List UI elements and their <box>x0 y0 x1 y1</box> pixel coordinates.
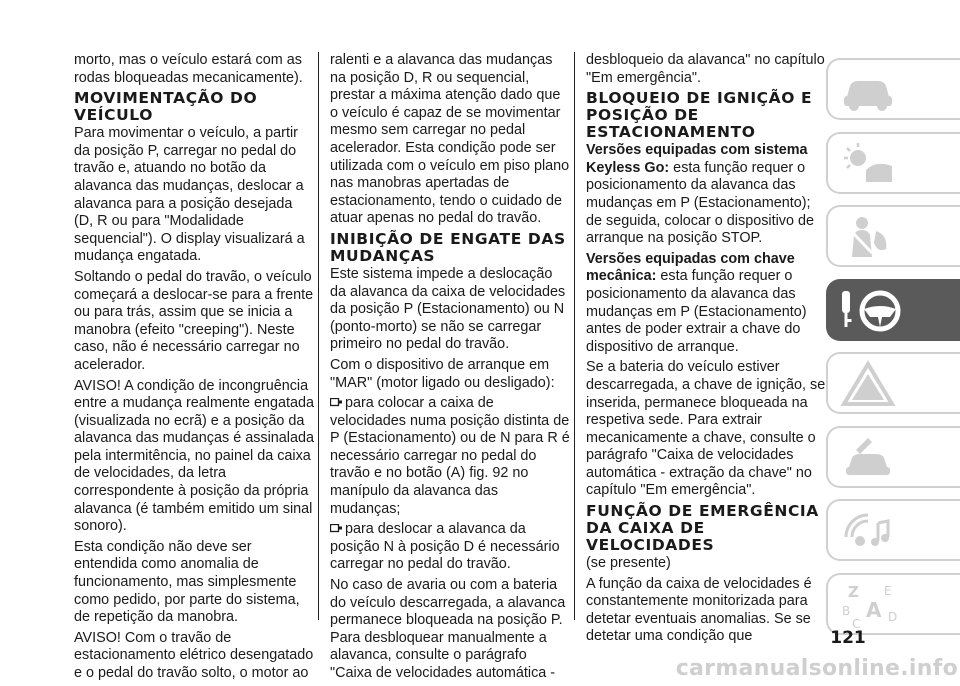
bullet-text: para colocar a caixa de velocidades numa posição distinta de P (Estacionamento) ou de N para R é necessário carregar no pedal do travão e no botão (A) fig. 92 no manípulo da alavanca das mudanças; <box>330 395 570 517</box>
paragraph: A função da caixa de velocidades é constantemente monitorizada para detetar eventuais anomalias. Se se detetar uma condição que <box>586 575 812 645</box>
paragraph <box>586 142 826 248</box>
section-heading-inibicao: INIBIÇÃO DE ENGATE DAS MUDANÇAS <box>330 229 566 265</box>
tab-safety[interactable] <box>826 205 960 267</box>
tab-dashboard[interactable] <box>826 132 960 194</box>
bold-label: Versões equipadas com sistema Keyless Go: <box>586 142 808 176</box>
paragraph: Se a bateria do veículo estiver descarregada, a chave de ignição, se inserida, permanece bloqueada na respetiva sede. Para extrair mecanicamente a chave, consulte o parágrafo "Caixa de velocidades automática - extração da chave" no capítulo "Em emergência". <box>586 359 826 499</box>
text-column-3 <box>586 52 826 649</box>
key-steering-wheel-icon <box>838 287 908 337</box>
section-heading-funcao: FUNÇÃO DE EMERGÊNCIA DA CAIXA DE VELOCIDADES <box>586 502 819 555</box>
tab-multimedia[interactable] <box>826 499 960 561</box>
index-letter: E <box>884 583 892 598</box>
page-number: 121 <box>830 628 866 648</box>
index-letter: D <box>888 609 898 624</box>
square-bullet-icon <box>330 398 342 407</box>
paragraph: Esta condição não deve ser entendida como anomalia de funcionamento, mas simplesmente como pedido, por parte do sistema, de repetição da manobra. <box>74 538 300 626</box>
tab-index[interactable] <box>826 573 960 635</box>
paragraph: Para movimentar o veículo, a partir da posição P, carregar no pedal do travão e, atuando no botão da alavanca das mudanças, deslocar a alavanca para a posição desejada (D, R ou para "Modalidade sequencial"). O display visualizará a mudança engatada. <box>74 125 305 265</box>
tab-car[interactable] <box>826 58 960 120</box>
multimedia-icon <box>838 507 898 555</box>
section-heading-bloqueio: BLOQUEIO DE IGNIÇÃO E POSIÇÃO DE ESTACIONAMENTO <box>586 89 813 142</box>
tab-starting-driving[interactable] <box>826 279 960 341</box>
index-letter: A <box>866 597 882 622</box>
wrench-car-icon <box>838 434 898 482</box>
paragraph-text: esta função requer o posicionamento da alavanca das mudanças em P (Estacionamento); de seguida, colocar o dispositivo de arranque na posição STOP. <box>586 159 814 247</box>
paragraph: desbloqueio da alavanca" no capítulo "Em emergência". <box>586 52 825 86</box>
warning-triangle-icon <box>838 360 898 408</box>
column-divider <box>574 52 575 620</box>
index-letter: C <box>852 616 861 631</box>
paragraph <box>586 251 826 357</box>
paragraph: AVISO! A condição de incongruência entre a mudança realmente engatada (visualizada no ecrã) e a posição da alavanca das mudanças é assinalada pela intermitência, no painel da caixa de velocidades, da letra correspondente à posição da própria alavanca (é também emitido um sinal sonoro). <box>74 377 315 535</box>
text-column-1 <box>74 52 314 686</box>
bold-label: Versões equipadas com chave mecânica: <box>586 250 795 285</box>
text-column-2 <box>330 52 570 686</box>
index-letter: Z <box>848 582 859 601</box>
square-bullet-icon <box>330 524 342 533</box>
index-letter: B <box>842 603 851 618</box>
paragraph: morto, mas o veículo estará com as rodas bloqueadas mecanicamente). <box>74 52 303 86</box>
bullet-item <box>330 521 570 574</box>
paragraph: Soltando o pedal do travão, o veículo começará a deslocar-se para a frente ou para trás, assim que se inicia a manobra (efeito "creeping"). Neste caso, não é necessário carregar no acelerador. <box>74 268 314 373</box>
paragraph: No caso de avaria ou com a bateria do veículo descarregada, a alavanca permanece bloqueada na posição P. Para desbloquear manualmente a alavanca, consulte o parágrafo "Caixa de velocidades automática - <box>330 577 566 681</box>
car-icon <box>838 66 898 114</box>
watermark[interactable]: carmanualsonline.info <box>675 656 958 681</box>
column-divider <box>318 52 319 620</box>
paragraph: Este sistema impede a deslocação da alavanca da caixa de velocidades da posição P (Estacionamento) ou N (ponto-morto) se não se carregar primeiro no pedal do travão. <box>330 265 566 353</box>
dashboard-lights-icon <box>838 140 898 188</box>
tab-emergency[interactable] <box>826 352 960 414</box>
tab-maintenance[interactable] <box>826 426 960 488</box>
seatbelt-airbag-icon <box>838 213 898 261</box>
paragraph: (se presente) <box>586 555 671 572</box>
section-heading-movimentacao: MOVIMENTAÇÃO DO VEÍCULO <box>74 89 258 125</box>
bullet-text: para deslocar a alavanca da posição N à posição D é necessário carregar no pedal do travão. <box>330 521 560 573</box>
alphabetical-index-icon <box>838 581 908 631</box>
paragraph: AVISO! Com o travão de estacionamento elétrico desengatado e o pedal do travão solto, o motor ao <box>74 629 314 681</box>
paragraph: ralenti e a alavanca das mudanças na posição D, R ou sequencial, prestar a máxima atenção dado que o veículo é capaz de se movimentar mesmo sem carregar no pedal acelerador. Esta condição pode ser utilizada com o veículo em piso plano nas manobras apertadas de estacionamento, tendo o cuidado de atuar apenas no pedal do travão. <box>330 52 570 227</box>
chapter-tabs <box>826 58 960 646</box>
bullet-item <box>330 395 570 518</box>
paragraph: Com o dispositivo de arranque em "MAR" (motor ligado ou desligado): <box>330 356 555 391</box>
paragraph-text: esta função requer o posicionamento da alavanca das mudanças em P (Estacionamento) antes de poder extrair a chave do dispositivo de arranque. <box>586 268 807 355</box>
